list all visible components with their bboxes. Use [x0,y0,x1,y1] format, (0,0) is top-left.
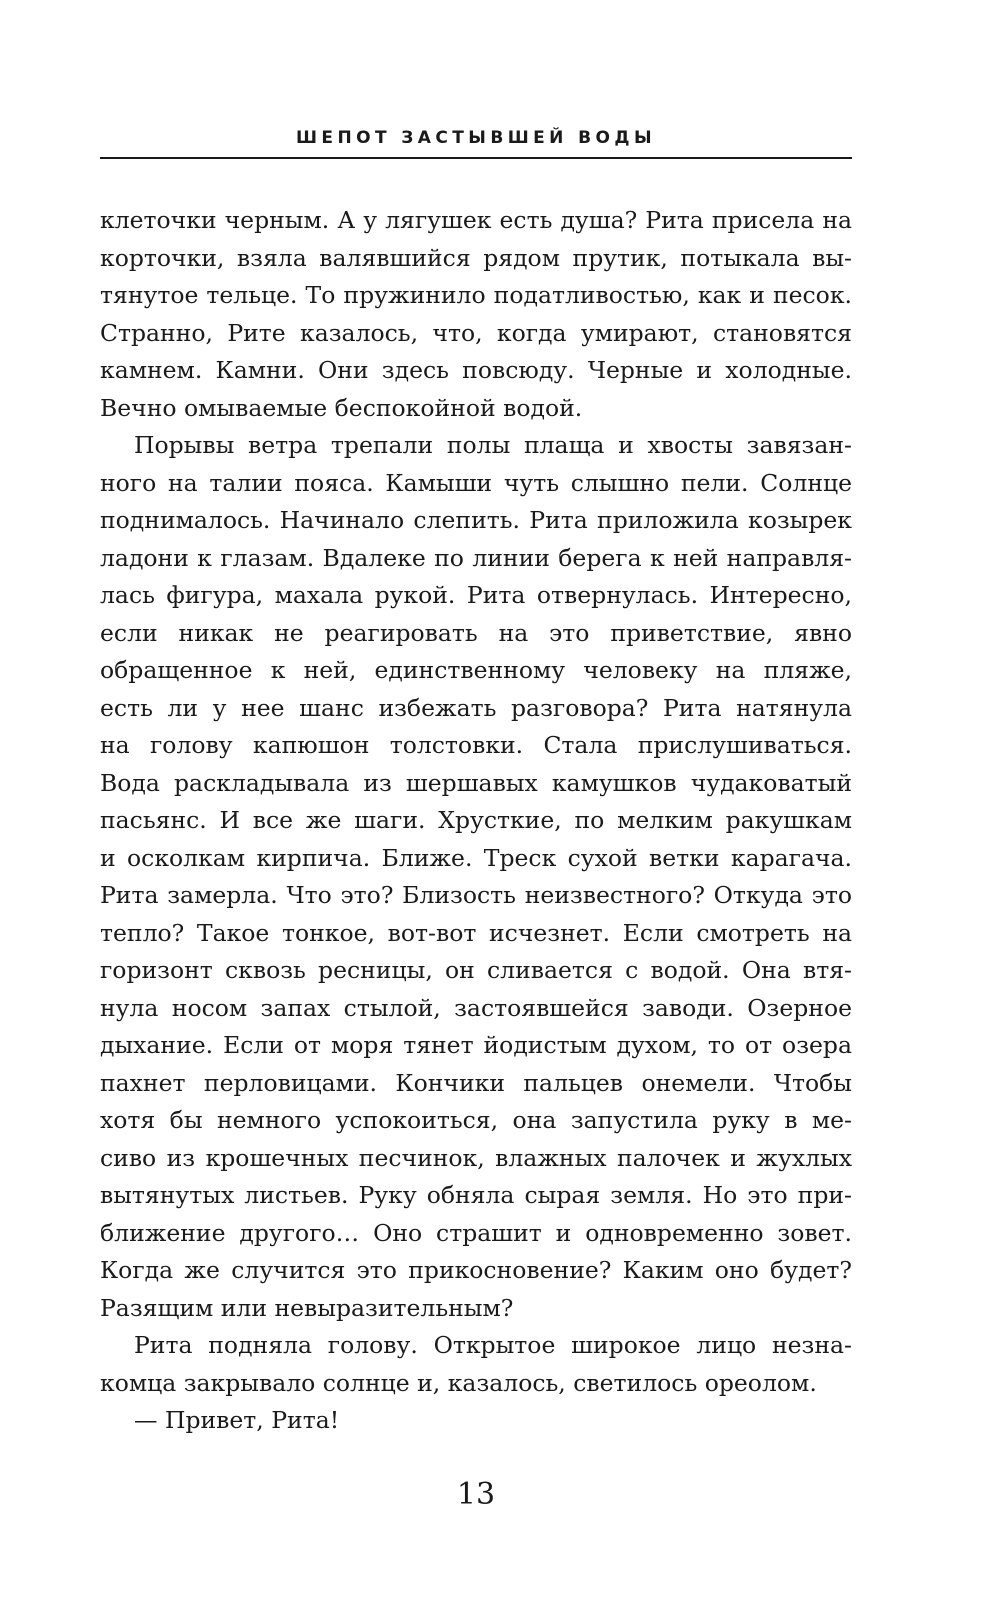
text-line: есть ли у нее шанс избежать разговора? Рита натянула [100,693,852,722]
text-line: Рита подняла голову. Открытое широкое лицо незна- [134,1331,852,1359]
text-line: ближение другого… Оно страшит и одновременно зовет. [100,1218,852,1247]
text-line: и осколкам кирпича. Ближе. Треск сухой ветки карагача. [100,843,852,872]
header-rule [100,157,852,159]
text-line: тянутое тельце. То пружинило податливостью, как и песок. [100,281,852,309]
text-line: Рита замерла. Что это? Близость неизвестного? Откуда это [100,881,852,909]
running-title: ШЕПОТ ЗАСТЫВШЕЙ ВОДЫ [295,128,656,148]
text-line: пасьянс. И все же шаги. Хрусткие, по мелким ракушкам [100,806,852,834]
text-line: на голову капюшон толстовки. Стала прислушиваться. [100,731,852,759]
text-line: комца закрывало солнце и, казалось, светилось ореолом. [100,1368,817,1397]
text-line: Когда же случится это прикосновение? Каким оно будет? [100,1256,852,1284]
text-line: корточки, взяла валявшийся рядом прутик, потыкала вы- [100,243,852,272]
text-line: лась фигура, махала рукой. Рита отвернулась. Интересно, [100,581,852,609]
text-line: Странно, Рите казалось, что, когда умирают, становятся [100,318,852,347]
text-line: горизонт сквозь ресницы, он сливается с водой. Она втя- [100,956,852,984]
text-line: обращенное к ней, единственному человеку на пляже, [100,656,852,684]
text-line: Вечно омываемые беспокойной водой. [100,393,583,422]
text-line: ладони к глазам. Вдалеке по линии берега к ней направля- [100,543,852,572]
text-line: Вода раскладывала из шершавых камушков чудаковатый [100,768,852,797]
text-line: вытянутых листьев. Руку обняла сырая земля. Но это при- [100,1181,852,1209]
text-line: хотя бы немного успокоиться, она запустила руку в ме- [100,1106,852,1134]
text-line: камнем. Камни. Они здесь повсюду. Черные и холодные. [100,356,852,384]
text-line: нула носом запах стылой, застоявшейся заводи. Озерное [100,993,852,1022]
dialogue-line: — Привет, Рита! [134,1406,340,1434]
text-line: клеточки черным. А у лягушек есть душа? Рита присела на [100,206,852,234]
text-line: поднималось. Начинало слепить. Рита приложила козырек [100,506,852,534]
text-line: дыхание. Если от моря тянет йодистым духом, то от озера [100,1031,852,1059]
text-line: сиво из крошечных песчинок, влажных палочек и жухлых [100,1143,852,1172]
text-line: если никак не реагировать на это приветствие, явно [100,618,852,647]
text-line: тепло? Такое тонкое, вот-вот исчезнет. Если смотреть на [100,918,852,947]
text-line: ного на талии пояса. Камыши чуть слышно пели. Солнце [100,468,852,497]
text-line: Разящим или невыразительным? [100,1293,514,1322]
text-line: пахнет перловицами. Кончики пальцев онемели. Чтобы [100,1068,852,1097]
text-line: Порывы ветра трепали полы плаща и хвосты завязан- [134,431,852,459]
body-text [100,202,852,1440]
page-number: 13 [456,1477,496,1512]
